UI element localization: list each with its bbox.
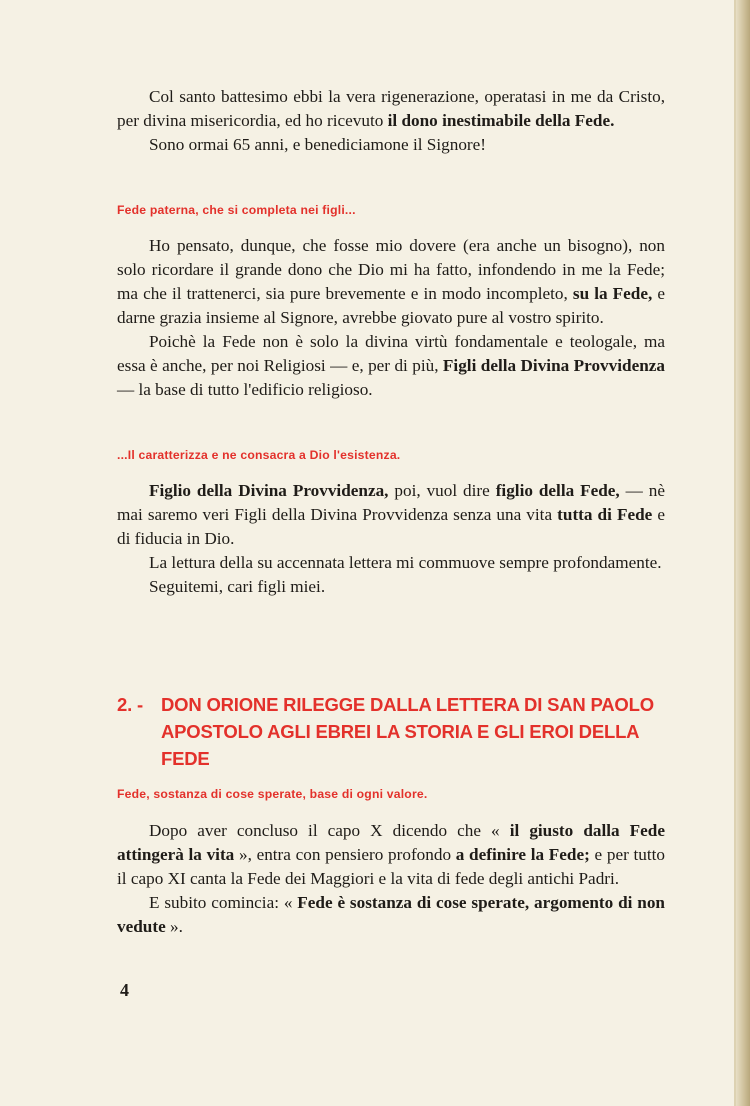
section-figlio xyxy=(117,479,665,599)
text: Seguitemi, cari figli miei. xyxy=(149,577,326,596)
page-number: 4 xyxy=(120,980,129,1000)
text: e darne grazia insieme al Signore, avrebbe giovato pure al vostro spirito. xyxy=(117,284,665,327)
paragraph-definition-quote xyxy=(117,891,665,939)
rubric-fede-paterna: Fede paterna, che si completa nei figli... xyxy=(117,203,356,217)
paragraph-capo-x xyxy=(117,819,665,891)
text: Poichè la Fede non è solo la divina virtù fondamentale e teologale, ma essa è anche, per noi Religiosi — e, per di più, xyxy=(117,332,665,375)
bold-text: Fede è sostanza di cose sperate, argomento di non vedute xyxy=(117,893,665,936)
text: », entra con pensiero profondo xyxy=(234,845,456,864)
text: Ho pensato, dunque, che fosse mio dovere (era anche un bisogno), non solo ricordare il grande dono che Dio mi ha fatto, infondendo in me la Fede; ma che il trattenerci, sia pure brevemente e in modo incompleto, xyxy=(117,236,665,303)
text: e per tutto il capo XI canta la Fede dei Maggiori e la vita di fede degli antichi Padri. xyxy=(117,845,666,888)
paragraph-seguitemi xyxy=(117,575,665,599)
text: Dopo aver concluso il capo X dicendo che « xyxy=(149,821,510,840)
text: e di fiducia in Dio. xyxy=(117,505,665,548)
chapter-heading xyxy=(117,691,677,772)
text: — nè mai saremo veri Figli della Divina Provvidenza senza una vita xyxy=(117,481,665,524)
paragraph-virtue xyxy=(117,330,665,402)
bold-text: Figli della Divina Provvidenza xyxy=(442,356,665,375)
section-reflection xyxy=(117,234,665,402)
text: poi, vuol dire xyxy=(388,481,496,500)
paragraph-thought xyxy=(117,234,665,330)
bold-text: tutta di Fede xyxy=(557,505,653,524)
text: La lettura della su accennata lettera mi commuove sempre profondamente. xyxy=(149,553,662,572)
text: E subito comincia: « xyxy=(149,893,298,912)
chapter-number: 2. - xyxy=(117,694,143,715)
bold-text: figlio della Fede, xyxy=(495,481,620,500)
rubric-sostanza: Fede, sostanza di cose sperate, base di ogni valore. xyxy=(117,787,428,801)
section-definition xyxy=(117,819,665,939)
text: Col santo battesimo ebbi la vera rigenerazione, operatasi in me da Cristo, per divina misericordia, ed ho ricevuto xyxy=(117,87,665,130)
bold-text: a definire la Fede; xyxy=(455,845,590,864)
chapter-title-line1: DON ORIONE RILEGGE DALLA LETTERA DI SAN PAOLO xyxy=(161,694,654,715)
paragraph-years xyxy=(117,133,665,157)
paragraph-figlio xyxy=(117,479,665,551)
paragraph-baptism xyxy=(117,85,665,133)
text: Sono ormai 65 anni, e benediciamone il Signore! xyxy=(149,135,486,154)
bold-text: Figlio della Divina Provvidenza, xyxy=(149,481,389,500)
book-page-edge xyxy=(736,0,750,1106)
chapter-title-line2: APOSTOLO AGLI EBREI LA STORIA E GLI EROI DELLA FEDE xyxy=(161,721,639,769)
bold-text: su la Fede, xyxy=(572,284,653,303)
rubric-caratterizza: ...Il caratterizza e ne consacra a Dio l'esistenza. xyxy=(117,448,401,462)
bold-text: il dono inestimabile della Fede. xyxy=(387,111,615,130)
paragraph-lettura xyxy=(117,551,665,575)
bold-text: il giusto dalla Fede attingerà la vita xyxy=(117,821,665,864)
text: ». xyxy=(165,917,183,936)
text: — la base di tutto l'edificio religioso. xyxy=(117,380,373,399)
section-baptism xyxy=(117,85,665,157)
